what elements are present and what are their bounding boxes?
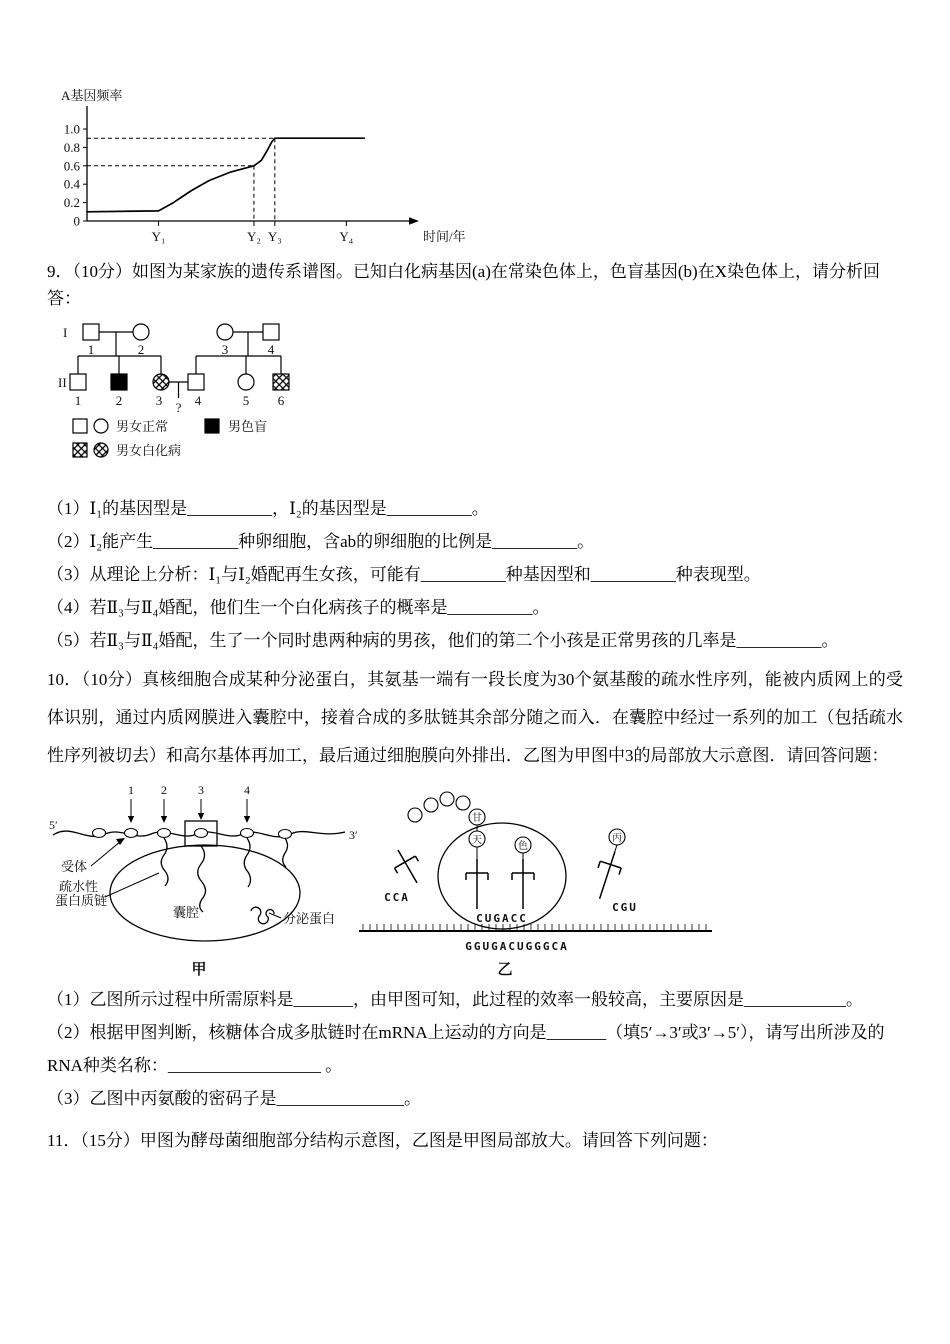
gene-frequency-chart bbox=[53, 84, 498, 246]
legend-normal-female-symbol bbox=[94, 419, 108, 433]
trna-p-site bbox=[466, 859, 488, 909]
secreted-protein-label: 分泌蛋白 bbox=[283, 911, 336, 926]
label-I1: 1 bbox=[87, 342, 95, 357]
arrow-4-label: 4 bbox=[244, 783, 250, 797]
legend-colorblind-label: 男色盲 bbox=[228, 419, 268, 434]
membrane-ribosome bbox=[125, 829, 138, 838]
gene-frequency-curve bbox=[87, 138, 364, 212]
individual-II2-colorblind-male bbox=[111, 374, 127, 390]
individual-II6-albino-male bbox=[273, 374, 289, 390]
individual-I2-normal-female bbox=[133, 324, 149, 340]
arrow-number-labels bbox=[128, 783, 250, 797]
legend-albino-label: 男女白化病 bbox=[116, 443, 182, 458]
legend-albino-female-symbol bbox=[94, 443, 108, 457]
individual-II5-normal-female bbox=[238, 374, 254, 390]
individual-I1-normal-male bbox=[83, 324, 99, 340]
individual-I3-normal-female bbox=[217, 324, 233, 340]
label-II1: 1 bbox=[74, 393, 82, 408]
arrow-2-label: 2 bbox=[161, 783, 167, 797]
svg-text:0.6: 0.6 bbox=[63, 158, 80, 174]
legend-colorblind-male-symbol bbox=[205, 419, 219, 433]
membrane-ribosome bbox=[93, 829, 106, 838]
svg-text:Y₂: Y₂ bbox=[246, 229, 261, 244]
panel-jia-caption: 甲 bbox=[191, 962, 207, 978]
amino-acid-chain bbox=[408, 792, 625, 859]
q9-sub-3: （3）从理论上分析：Ⅰ₁与Ⅰ₂婚配再生女孩，可能有__________种基因型和__________种表现型。 bbox=[47, 565, 761, 584]
anticodon-cgu-label: CGU bbox=[612, 901, 638, 914]
chart-ylabel: A基因频率 bbox=[61, 88, 123, 103]
label-I4: 4 bbox=[267, 342, 275, 357]
three-prime-label: 3′ bbox=[349, 828, 358, 842]
question-10-subquestions bbox=[47, 983, 903, 1115]
protein-synthesis-figure bbox=[47, 781, 767, 981]
membrane-ribosome bbox=[279, 830, 292, 839]
amino-acid-circle bbox=[440, 792, 454, 806]
hydrophobic-chain-label-2: 蛋白质链 bbox=[55, 893, 108, 908]
svg-text:Y₁: Y₁ bbox=[151, 229, 166, 244]
svg-text:0.4: 0.4 bbox=[63, 176, 80, 192]
individual-II3-albino-female bbox=[153, 374, 169, 390]
legend-albino-male-symbol bbox=[73, 443, 87, 457]
individual-II4-normal-male bbox=[188, 374, 204, 390]
generation-II-label: II bbox=[58, 375, 67, 390]
label-II3: 3 bbox=[155, 393, 163, 408]
chart-xlabel: 时间/年 bbox=[423, 229, 466, 244]
individual-I4-normal-male bbox=[263, 324, 279, 340]
trna-a-site bbox=[512, 859, 534, 909]
trna-exiting bbox=[388, 844, 428, 889]
amino-acid-gan-label: 甘 bbox=[472, 813, 482, 824]
receptor-label: 受体 bbox=[61, 859, 88, 874]
lumen-label: 囊腔 bbox=[173, 905, 200, 920]
arrow-1-label: 1 bbox=[128, 783, 134, 797]
question-9-subquestions bbox=[47, 492, 903, 657]
amino-acid-bing-label: 丙 bbox=[612, 833, 622, 844]
legend-normal-label: 男女正常 bbox=[116, 419, 169, 434]
svg-text:Y₄: Y₄ bbox=[339, 229, 354, 244]
q9-sub-2: （2）Ⅰ₂能产生__________种卵细胞，含ab的卵细胞的比例是__________。 bbox=[47, 532, 595, 551]
question-9-header: 9．（10分）如图为某家族的遗传系谱图。已知白化病基因(a)在常染色体上，色盲基因(b)在X染色体上，请分析回答： bbox=[47, 262, 880, 308]
arrow-3-label: 3 bbox=[198, 783, 204, 797]
er-membrane bbox=[53, 821, 345, 846]
unknown-child-mark: ? bbox=[175, 400, 182, 415]
amino-acid-se-label: 色 bbox=[518, 841, 528, 852]
q10-sub-3: （3）乙图中丙氨酸的密码子是_______________。 bbox=[47, 1089, 421, 1108]
legend-normal-male-symbol bbox=[73, 419, 87, 433]
hydrophobic-chain-label-1: 疏水性 bbox=[59, 879, 99, 894]
pedigree-legend bbox=[73, 419, 267, 458]
label-II6: 6 bbox=[277, 393, 285, 408]
label-II2: 2 bbox=[115, 393, 123, 408]
trna-incoming bbox=[589, 848, 625, 902]
membrane-ribosome bbox=[195, 829, 208, 838]
numbered-arrows bbox=[128, 799, 250, 823]
generation-I-label: I bbox=[63, 325, 68, 340]
q9-sub-1: （1）Ⅰ₁的基因型是__________，Ⅰ₂的基因型是__________。 bbox=[47, 499, 489, 518]
secreted-protein-coil bbox=[251, 907, 274, 924]
pedigree-individuals bbox=[70, 324, 289, 390]
q10-sub-2: （2）根据甲图判断，核糖体合成多肽链时在mRNA上运动的方向是_______（填5′→3′或3′→5′），请写出所涉及的RNA种类名称：__________________ 。 bbox=[47, 1023, 885, 1075]
svg-text:0.8: 0.8 bbox=[63, 139, 80, 155]
q10-sub-1: （1）乙图所示过程中所需原料是_______，由甲图可知，此过程的效率一般较高，主要原因是____________。 bbox=[47, 990, 863, 1009]
q9-sub-5: （5）若Ⅱ₃与Ⅱ₄婚配，生了一个同时患两种病的男孩，他们的第二个小孩是正常男孩的几率是__________。 bbox=[47, 631, 839, 650]
pedigree-diagram bbox=[53, 314, 383, 474]
q9-sub-4: （4）若Ⅱ₃与Ⅱ₄婚配，他们生一个白化病孩子的概率是__________。 bbox=[47, 598, 550, 617]
panel-yi-caption: 乙 bbox=[497, 962, 513, 978]
codon-cugacc-label: CUGACC bbox=[476, 912, 528, 925]
amino-acid-tian-label: 天 bbox=[472, 835, 482, 846]
label-I3: 3 bbox=[221, 342, 229, 357]
amino-acid-circle bbox=[456, 796, 470, 810]
label-II4: 4 bbox=[194, 393, 202, 408]
membrane-ribosome bbox=[241, 829, 254, 838]
individual-II1-normal-male bbox=[70, 374, 86, 390]
question-10-header: 10．（10分）真核细胞合成某种分泌蛋白，其氨基一端有一段长度为30个氨基酸的疏水性序列，能被内质网上的受体识别，通过内质网膜进入囊腔中，接着合成的多肽链其余部分随之而入．在囊腔中经过一系列的加工（包括疏水性序列被切去）和高尔基体再加工，最后通过细胞膜向外排出．乙图为甲图中3的局部放大示意图．请回答问题： bbox=[47, 670, 903, 765]
anticodon-cca-label: CCA bbox=[384, 891, 410, 904]
membrane-ribosome bbox=[158, 829, 171, 838]
amino-acid-circle bbox=[424, 798, 438, 812]
mrna-strand bbox=[359, 924, 712, 931]
svg-text:Y₃: Y₃ bbox=[267, 229, 282, 244]
label-II5: 5 bbox=[242, 393, 250, 408]
svg-text:0.2: 0.2 bbox=[63, 195, 80, 211]
amino-acid-circle bbox=[408, 808, 422, 822]
svg-text:1.0: 1.0 bbox=[63, 121, 80, 137]
five-prime-label: 5′ bbox=[49, 818, 58, 832]
mrna-sequence-label: GGUGACUGGGCA bbox=[465, 940, 569, 953]
question-11-header: 11．（15分）甲图为酵母菌细胞部分结构示意图，乙图是甲图局部放大。请回答下列问题： bbox=[47, 1131, 718, 1150]
label-I2: 2 bbox=[137, 342, 145, 357]
svg-text:0: 0 bbox=[73, 213, 80, 229]
yi-labels bbox=[384, 891, 638, 978]
